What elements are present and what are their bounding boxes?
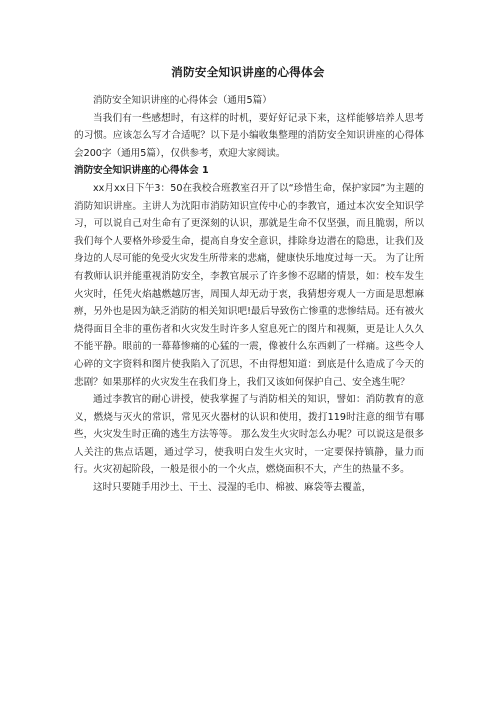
- intro-heading: 消防安全知识讲座的心得体会（通用5篇）: [93, 95, 272, 106]
- body-paragraph: 这时只要随手用沙土、干土、浸湿的毛巾、棉被、麻袋等去覆盖，: [93, 482, 372, 494]
- document-body: [74, 92, 424, 497]
- section-heading: 消防安全知识讲座的心得体会 1: [74, 165, 209, 177]
- body-paragraph: xx月xx日下午3：50在我校合班教室召开了以“珍惜生命，保护家园”为主题的消防知识讲座。主讲人为沈阳市消防知识宣传中心的李教官，通过本次安全知识学习，可以说自己对生命有了更深刻的认识，那就是生命不仅坚强，而且脆弱，所以我们每个人要格外珍爱生命，提高自身安全意识，排除身边潜在的隐患，让我们及身边的人尽可能的免受火灾发生所带来的悲痛，健康快乐地度过每一天。 为了让所有教师认识并能重视消防安全，李教官展示了许多惨不忍睹的情景，如：校车发生火灾时，任凭火焰越燃越厉害，周围人却无动于衷，我猜想旁观人一方面是思想麻痹，另外也是因为缺乏消防的相关知识吧!最后导致伤亡惨重的悲惨结局。还有被火烧得面目全非的重伤者和火灾发生时许多人窒息死亡的图片和视频，更是让人久久不能平静。眼前的一幕幕惨痛的心猛的一震，像被什么东西刺了一样痛。这些令人心碎的文字资料和图片使我陷入了沉思，不由得想知道：到底是什么造成了今天的悲剧？如果那样的火灾发生在我们身上，我们又该如何保护自己、安全逃生呢？: [74, 182, 424, 388]
- intro-paragraph: 当我们有一些感想时，有这样的时机，要好好记录下来，这样能够培养人思考的习惯。应该怎么写才合适呢？以下是小编收集整理的消防安全知识讲座的心得体会200字（通用5篇），仅供参考，欢迎大家阅读。: [74, 112, 424, 159]
- document-title: 消防安全知识讲座的心得体会: [171, 65, 325, 79]
- body-paragraph: 通过李教官的耐心讲授，使我掌握了与消防相关的知识，譬如：消防教育的意义，燃烧与灭火的常识，常见灭火器材的认识和使用，拨打119时注意的细节有哪些，火灾发生时正确的逃生方法等等。 那么发生火灾时怎么办呢？可以说这是很多人关注的焦点话题，通过学习，使我明白发生火灾时，一定要保持镇静，量力而行。火灾初起阶段，一般是很小的一个火点，燃烧面积不大，产生的热量不多。: [74, 394, 424, 476]
